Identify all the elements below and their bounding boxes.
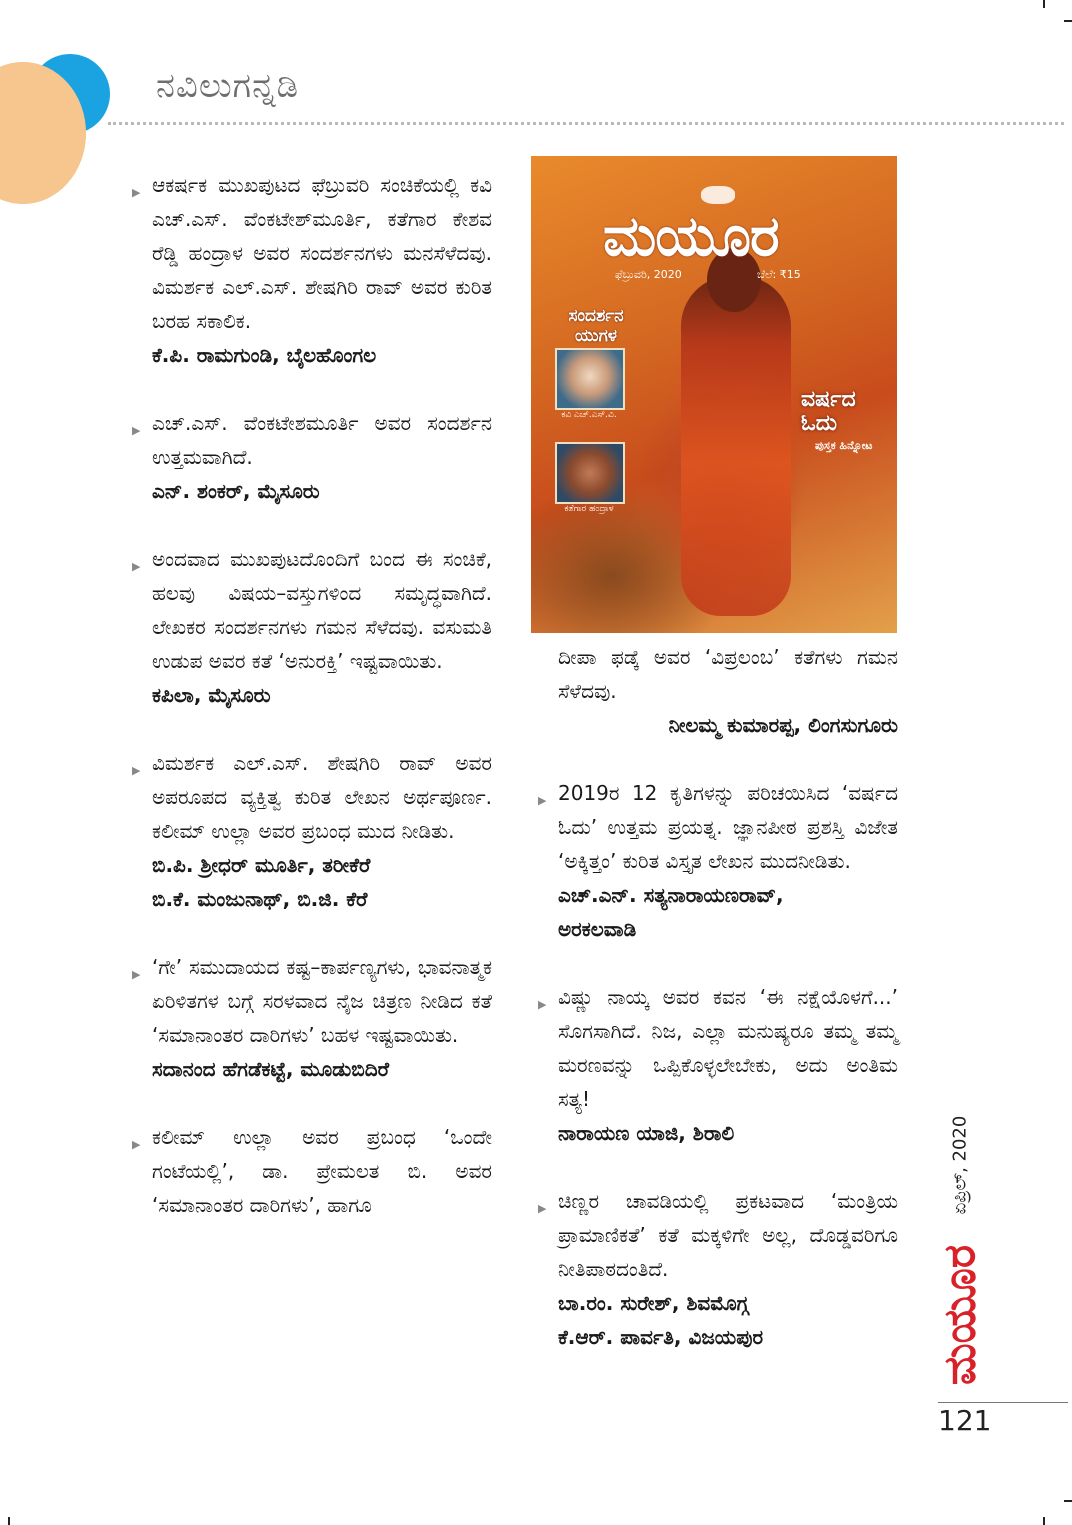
bullet-arrow-icon: ▶	[132, 968, 141, 981]
letter-text: ಕಲೀಮ್ ಉಲ್ಲಾ ಅವರ ಪ್ರಬಂಧ ‘ಒಂದೇ ಗಂಟೆಯಲ್ಲಿ’, ಡಾ. ಪ್ರೇಮಲತ ಬಿ. ಅವರ ‘ಸಮಾನಾಂತರ ದಾರಿಗಳು’, ಹಾಗೂ	[152, 1125, 492, 1217]
page-number-rule	[938, 1402, 1068, 1403]
letter-text: ಚಿಣ್ಣರ ಚಾವಡಿಯಲ್ಲಿ ಪ್ರಕಟವಾದ ‘ಮಂತ್ರಿಯ ಪ್ರಾಮಾಣಿಕತೆ’ ಕತೆ ಮಕ್ಕಳಿಗೇ ಅಲ್ಲ, ದೊಡ್ಡವರಿಗೂ ನೀತಿಪಾಠದಂತಿದೆ.	[558, 1189, 898, 1281]
letter	[132, 1120, 492, 1222]
letter	[132, 746, 492, 916]
letter-signature: ಬಾ.ರಂ. ಸುರೇಶ್, ಶಿವಮೊಗ್ಗ	[558, 1291, 749, 1315]
author-photo	[555, 348, 625, 410]
magazine-cover-image	[531, 156, 897, 633]
header-divider	[108, 122, 1064, 125]
letter-signature: ಅರಕಲವಾಡಿ	[558, 917, 637, 941]
letter	[538, 980, 898, 1150]
peacock-logo-icon	[701, 186, 735, 204]
letter-text: ಆಕರ್ಷಕ ಮುಖಪುಟದ ಫೆಬ್ರುವರಿ ಸಂಚಿಕೆಯಲ್ಲಿ ಕವಿ ಎಚ್.ಎಸ್. ವೆಂಕಟೇಶ್‌ಮೂರ್ತಿ, ಕತೆಗಾರ ಕೇಶವ ರೆಡ್ಡಿ ಹಂದ್ರಾಳ ಅವರ ಸಂದರ್ಶನಗಳು ಮನಸೆಳೆದವು. ವಿಮರ್ಶಕ ಎಲ್.ಎಸ್. ಶೇಷಗಿರಿ ರಾವ್ ಅವರ ಕುರಿತ ಬರಹ ಸಕಾಲಿಕ.	[152, 173, 492, 333]
bullet-arrow-icon: ▶	[538, 998, 547, 1011]
letter	[538, 1184, 898, 1354]
crop-mark	[1043, 0, 1045, 8]
bullet-arrow-icon: ▶	[132, 186, 141, 199]
letter-text: ದೀಪಾ ಫಡ್ಕೆ ಅವರ ‘ವಿಪ್ರಲಂಬ’ ಕತೆಗಳು ಗಮನ ಸೆಳೆದವು.	[558, 645, 898, 703]
letter	[132, 168, 492, 372]
photo-caption: ಕವಿ ಎಚ್.ಎಸ್.ವಿ.	[561, 410, 617, 420]
letter	[132, 542, 492, 712]
letter-signature: ನಾರಾಯಣ ಯಾಜಿ, ಶಿರಾಲಿ	[558, 1121, 735, 1145]
bullet-arrow-icon: ▶	[538, 794, 547, 807]
letter-text: ವಿಮರ್ಶಕ ಎಲ್.ಎಸ್. ಶೇಷಗಿರಿ ರಾವ್ ಅವರ ಅಪರೂಪದ ವ್ಯಕ್ತಿತ್ವ ಕುರಿತ ಲೇಖನ ಅರ್ಥಪೂರ್ಣ. ಕಲೀಮ್ ಉಲ್ಲಾ ಅವರ ಪ್ರಬಂಧ ಮುದ ನೀಡಿತು.	[152, 751, 492, 843]
letter-signature: ಬಿ.ಕೆ. ಮಂಜುನಾಥ್, ಬಿ.ಜಿ. ಕೆರೆ	[152, 887, 368, 911]
issue-date-text: ಏಪ್ರಿಲ್, 2020	[949, 1115, 971, 1215]
magazine-logo	[920, 1240, 1000, 1390]
letter-signature: ಎನ್. ಶಂಕರ್, ಮೈಸೂರು	[152, 479, 320, 503]
section-title: ನವಿಲುಗನ್ನಡಿ	[156, 66, 299, 106]
crop-mark	[8, 1517, 10, 1525]
letter-signature: ಕಪಿಲಾ, ಮೈಸೂರು	[152, 683, 271, 707]
cover-feature-title: ವರ್ಷದ ಓದು	[801, 387, 856, 436]
letter	[538, 776, 898, 946]
left-column	[132, 168, 492, 1256]
letter-text: 2019ರ 12 ಕೃತಿಗಳನ್ನು ಪರಿಚಯಿಸಿದ ‘ವರ್ಷದ ಓದು’ ಉತ್ತಮ ಪ್ರಯತ್ನ. ಜ್ಞಾನಪೀಠ ಪ್ರಶಸ್ತಿ ವಿಜೇತ ‘ಅಕ್ಕಿತ್ತಂ’ ಕುರಿತ ವಿಸ್ತೃತ ಲೇಖನ ಮುದನೀಡಿತು.	[558, 781, 898, 873]
bullet-arrow-icon: ▶	[132, 560, 141, 573]
page-number: 121	[938, 1404, 992, 1437]
letter	[132, 950, 492, 1086]
right-column	[538, 640, 898, 1388]
cover-price: ಬೆಲೆ: ₹15	[757, 268, 801, 281]
letter-signature: ನೀಲಮ್ಮ ಕುಮಾರಪ್ಪ, ಲಿಂಗಸುಗೂರು	[668, 713, 898, 737]
letter	[132, 406, 492, 508]
cover-painting-figure	[681, 276, 791, 616]
letter-signature: ಎಚ್.ಎನ್. ಸತ್ಯನಾರಾಯಣರಾವ್,	[558, 883, 784, 907]
cover-date: ಫೆಬ್ರುವರಿ, 2020	[615, 268, 682, 281]
bullet-arrow-icon: ▶	[132, 424, 141, 437]
letter-signature: ಸದಾನಂದ ಹೆಗಡೆಕಟ್ಟೆ, ಮೂಡುಬಿದಿರೆ	[152, 1057, 390, 1081]
letter-signature: ಕೆ.ಆರ್. ಪಾರ್ವತಿ, ವಿಜಯಪುರ	[558, 1325, 764, 1349]
cover-feature-subtitle: ಪುಸ್ತಕ ಹಿನ್ನೋಟ	[815, 439, 873, 452]
letter-continuation	[558, 640, 898, 742]
cover-interview-tag: ಸಂದರ್ಶನ ಯುಗಳ	[568, 306, 624, 346]
author-photo	[555, 442, 625, 504]
crop-mark	[1064, 1500, 1072, 1502]
crop-mark	[1064, 20, 1072, 22]
bullet-arrow-icon: ▶	[538, 1202, 547, 1215]
bullet-arrow-icon: ▶	[132, 1138, 141, 1151]
letter-signature: ಕೆ.ಪಿ. ರಾಮಗುಂಡಿ, ಬೈಲಹೊಂಗಲ	[152, 343, 377, 367]
issue-date	[930, 1100, 990, 1230]
letter-text: ಎಚ್.ಎಸ್. ವೆಂಕಟೇಶಮೂರ್ತಿ ಅವರ ಸಂದರ್ಶನ ಉತ್ತಮವಾಗಿದೆ.	[152, 411, 492, 469]
letter-text: ‘ಗೇ’ ಸಮುದಾಯದ ಕಷ್ಟ–ಕಾರ್ಪಣ್ಯಗಳು, ಭಾವನಾತ್ಮಕ ಏರಿಳಿತಗಳ ಬಗ್ಗೆ ಸರಳವಾದ ನೈಜ ಚಿತ್ರಣ ನೀಡಿದ ಕತೆ ‘ಸಮಾನಾಂತರ ದಾರಿಗಳು’ ಬಹಳ ಇಷ್ಟವಾಯಿತು.	[152, 955, 492, 1047]
letter-signature: ಬಿ.ಪಿ. ಶ್ರೀಧರ್ ಮೂರ್ತಿ, ತರೀಕೆರೆ	[152, 853, 371, 877]
magazine-logo-text: ಮಯೂರ	[934, 1244, 986, 1386]
photo-caption: ಕತೆಗಾರ ಹಂದ್ರಾಳ	[564, 504, 614, 514]
cover-masthead: ಮಯೂರ	[603, 204, 779, 269]
bullet-arrow-icon: ▶	[132, 764, 141, 777]
letter-text: ಅಂದವಾದ ಮುಖಪುಟದೊಂದಿಗೆ ಬಂದ ಈ ಸಂಚಿಕೆ, ಹಲವು ವಿಷಯ–ವಸ್ತುಗಳಿಂದ ಸಮೃದ್ಧವಾಗಿದೆ. ಲೇಖಕರ ಸಂದರ್ಶನಗಳು ಗಮನ ಸೆಳೆದವು. ವಸುಮತಿ ಉಡುಪ ಅವರ ಕತೆ ‘ಅನುರಕ್ತಿ’ ಇಷ್ಟವಾಯಿತು.	[152, 547, 492, 673]
crop-mark	[1043, 1517, 1045, 1525]
letter-text: ವಿಷ್ಣು ನಾಯ್ಕ ಅವರ ಕವನ ‘ಈ ನಕ್ಷೆಯೊಳಗೆ...’ ಸೊಗಸಾಗಿದೆ. ನಿಜ, ಎಲ್ಲಾ ಮನುಷ್ಯರೂ ತಮ್ಮ ತಮ್ಮ ಮರಣವನ್ನು ಒಪ್ಪಿಕೊಳ್ಳಲೇಬೇಕು, ಅದು ಅಂತಿಮ ಸತ್ಯ!	[558, 985, 898, 1111]
